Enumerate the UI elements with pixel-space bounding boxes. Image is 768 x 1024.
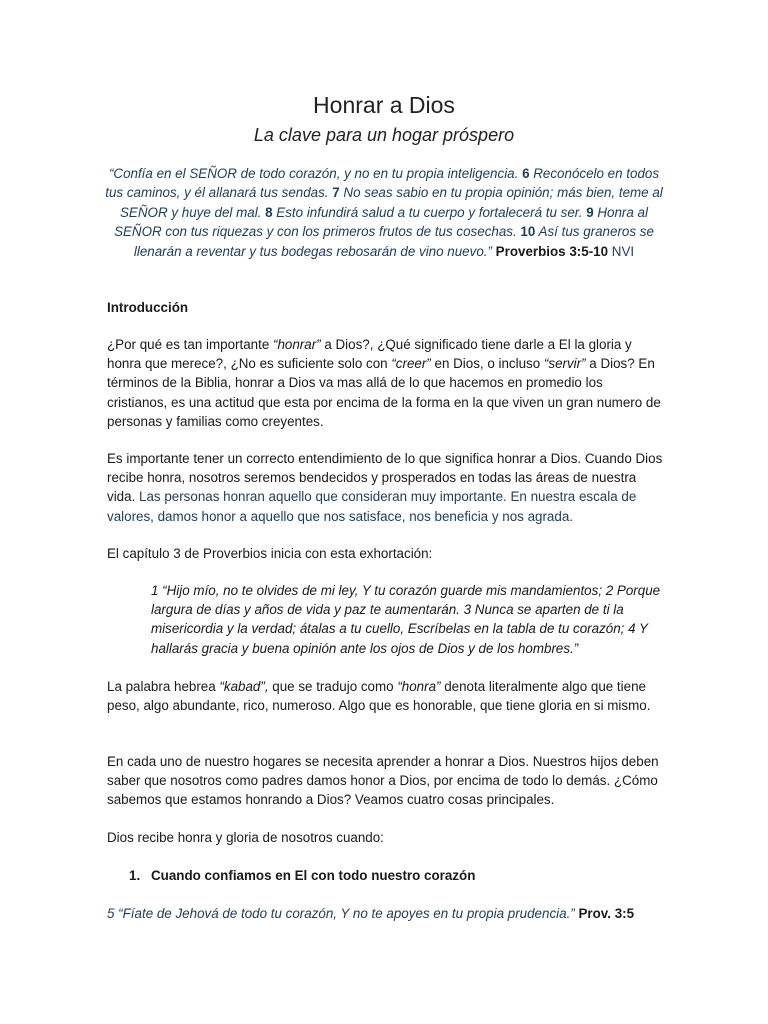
item-text: Cuando confiamos en El con todo nuestro corazón	[151, 868, 476, 883]
paragraph-2	[107, 449, 663, 526]
item-number: 1.	[129, 868, 141, 883]
verse-number: 8	[265, 204, 273, 220]
epigraph-text: No seas sabio en tu propia opinión; más bien, teme al SEÑOR y huye del mal.	[120, 185, 663, 220]
document-title: Honrar a Dios	[313, 92, 455, 118]
epigraph-scripture	[100, 164, 668, 261]
epigraph-reference: Proverbios 3:5-10	[491, 243, 609, 259]
epigraph-text: Así tus graneros se llenarán a reventar y tus bodegas rebosarán de vino nuevo.”	[133, 224, 654, 259]
document-subtitle: La clave para un hogar próspero	[253, 125, 515, 145]
paragraph-3: El capítulo 3 de Proverbios inicia con esta exhortación:	[107, 546, 433, 561]
paragraph-text: que se tradujo como	[268, 679, 398, 694]
paragraph-1	[107, 335, 663, 431]
paragraph-text: Es importante tener un correcto entendimiento de lo que significa honrar a Dios. Cuando Dios recibe honra, nosotros seremos bendecidos y prosperados en todas las áreas de nuestra vida.	[107, 451, 663, 505]
intro-heading: Introducción	[107, 300, 189, 315]
highlighted-text: Las personas honran aquello que consideran muy importante. En nuestra escala de valores, damos honor a aquello que nos satisface, nos beneficia y nos agrada.	[107, 489, 637, 524]
numbered-item-1	[129, 866, 649, 885]
verse-proverbs-3-5	[107, 904, 677, 923]
verse-number: 7	[332, 185, 340, 201]
paragraph-text: a Dios? En términos de la Biblia, honrar a Dios va mas allá de lo que hacemos en promedio los cristianos, es una actitud que esta por encima de la forma en la que viven un gran numero de personas y familias como creyentes.	[107, 356, 661, 429]
paragraph-5: En cada uno de nuestro hogares se necesita aprender a honrar a Dios. Nuestros hijos deben saber que nosotros como padres damos honor a Dios, por encima de todo lo demás. ¿Cómo sabemos que estamos honrando a Dios? Veamos cuatro cosas principales.	[107, 754, 659, 808]
emphasis-text: “honrar”	[272, 337, 321, 352]
emphasis-text: “honra”	[397, 679, 441, 694]
verse-text: 5 “Fíate de Jehová de todo tu corazón, Y no te apoyes en tu propia prudencia.”	[107, 906, 575, 921]
paragraph-text: a Dios?, ¿Qué significado tiene darle a El la gloria y honra que merece?, ¿No es suficiente solo con	[107, 337, 632, 372]
epigraph-text: “Confía en el SEÑOR de todo corazón, y no en tu propia inteligencia.	[108, 166, 523, 181]
epigraph-text: Esto infundirá salud a tu cuerpo y fortalecerá tu ser.	[272, 204, 587, 220]
emphasis-text: “kabad”,	[219, 679, 269, 694]
paragraph-text: en Dios, o incluso	[430, 356, 544, 372]
bible-version: NVI	[608, 243, 635, 259]
proverbs-quote: 1 “Hijo mío, no te olvides de mi ley, Y tu corazón guarde mis mandamientos; 2 Porque largura de días y años de vida y paz te aumentarán. 3 Nunca se aparten de ti la misericordia y la verdad; átalas a tu cuello, Escríbelas en la tabla de tu corazón; 4 Y hallarás gracia y buena opinión ante los ojos de Dios y de los hombres.”	[151, 583, 661, 656]
paragraph-text: La palabra hebrea	[107, 679, 220, 694]
paragraph-4	[107, 677, 663, 715]
paragraph-text: denota literalmente algo que tiene peso, algo abundante, rico, numeroso. Algo que es honorable, que tiene gloria en si mismo.	[107, 679, 651, 714]
emphasis-text: “creer”	[391, 356, 431, 372]
epigraph-text: Honra al SEÑOR con tus riquezas y con los primeros frutos de tus cosechas.	[114, 204, 648, 240]
verse-number: 9	[586, 204, 594, 220]
paragraph-6: Dios recibe honra y gloria de nosotros cuando:	[107, 830, 384, 845]
verse-number: 10	[520, 224, 536, 240]
paragraph-text: ¿Por qué es tan importante	[107, 337, 273, 352]
epigraph-text: Reconócelo en todos tus caminos, y él allanará tus sendas.	[105, 166, 660, 201]
emphasis-text: “servir”	[543, 356, 586, 372]
verse-reference: Prov. 3:5	[574, 906, 635, 921]
verse-number: 6	[522, 166, 530, 181]
